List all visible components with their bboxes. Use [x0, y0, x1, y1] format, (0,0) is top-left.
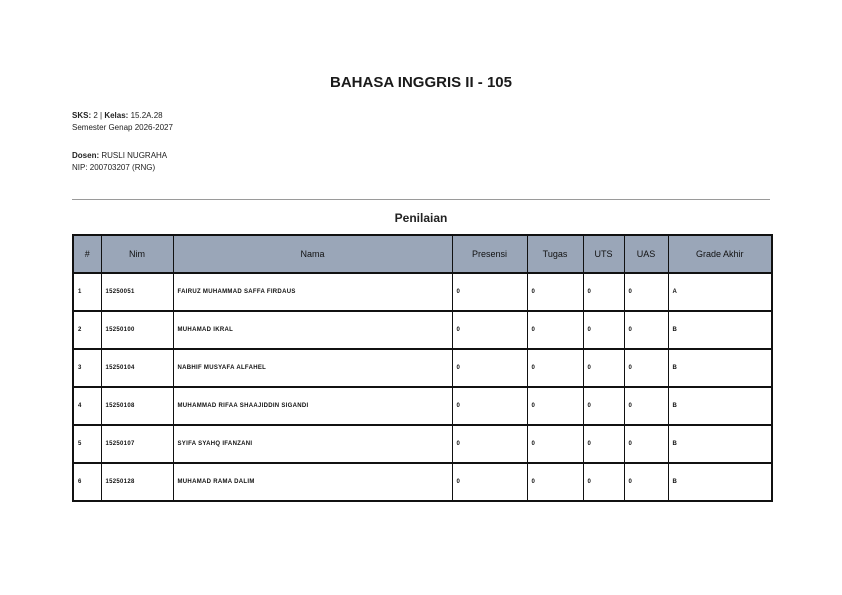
cell-nim: 15250104: [101, 349, 173, 387]
cell-nama: SYIFA SYAHQ IFANZANI: [173, 425, 452, 463]
cell-tugas: 0: [527, 349, 583, 387]
col-header-uts: UTS: [583, 235, 624, 273]
table-row: [73, 387, 772, 425]
cell-nama: MUHAMAD RAMA DALIM: [173, 463, 452, 501]
col-header-tugas: Tugas: [527, 235, 583, 273]
cell-uts: 0: [583, 387, 624, 425]
table-row: [73, 311, 772, 349]
kelas-label: Kelas:: [104, 111, 129, 120]
cell-uas: 0: [624, 425, 668, 463]
col-header-presensi: Presensi: [452, 235, 527, 273]
cell-no: 3: [73, 349, 101, 387]
course-info: [72, 110, 173, 134]
cell-nim: 15250128: [101, 463, 173, 501]
cell-presensi: 0: [452, 349, 527, 387]
cell-grade: B: [668, 425, 772, 463]
col-header-grade: Grade Akhir: [668, 235, 772, 273]
cell-tugas: 0: [527, 463, 583, 501]
kelas-value: 15.2A.28: [128, 111, 163, 120]
cell-nama: MUHAMAD IKRAL: [173, 311, 452, 349]
cell-presensi: 0: [452, 311, 527, 349]
col-header-nama: Nama: [173, 235, 452, 273]
cell-presensi: 0: [452, 273, 527, 311]
cell-nim: 15250107: [101, 425, 173, 463]
cell-grade: B: [668, 349, 772, 387]
semester-line: Semester Genap 2026-2027: [72, 123, 173, 132]
cell-nama: NABHIF MUSYAFA ALFAHEL: [173, 349, 452, 387]
cell-presensi: 0: [452, 387, 527, 425]
cell-nama: MUHAMMAD RIFAA SHAAJIDDIN SIGANDI: [173, 387, 452, 425]
lecturer-info: [72, 150, 167, 174]
col-header-uas: UAS: [624, 235, 668, 273]
cell-nama: FAIRUZ MUHAMMAD SAFFA FIRDAUS: [173, 273, 452, 311]
grades-table: [72, 234, 773, 502]
cell-grade: B: [668, 311, 772, 349]
cell-tugas: 0: [527, 273, 583, 311]
cell-uts: 0: [583, 425, 624, 463]
cell-grade: B: [668, 387, 772, 425]
nip-line: NIP: 200703207 (RNG): [72, 163, 156, 172]
cell-uts: 0: [583, 273, 624, 311]
cell-grade: B: [668, 463, 772, 501]
cell-uas: 0: [624, 273, 668, 311]
table-header-row: [73, 235, 772, 273]
cell-uas: 0: [624, 349, 668, 387]
divider: [72, 199, 770, 200]
cell-uas: 0: [624, 463, 668, 501]
section-title: Penilaian: [394, 211, 448, 225]
sks-value: 2 |: [91, 111, 105, 120]
col-header-nim: Nim: [101, 235, 173, 273]
cell-no: 2: [73, 311, 101, 349]
cell-no: 1: [73, 273, 101, 311]
cell-no: 6: [73, 463, 101, 501]
sks-label: SKS:: [72, 111, 92, 120]
sks-kelas-line: [72, 110, 173, 122]
cell-no: 4: [73, 387, 101, 425]
cell-uas: 0: [624, 387, 668, 425]
dosen-line: [72, 150, 167, 162]
cell-nim: 15250100: [101, 311, 173, 349]
table-row: [73, 463, 772, 501]
cell-tugas: 0: [527, 387, 583, 425]
cell-grade: A: [668, 273, 772, 311]
dosen-value: RUSLI NUGRAHA: [99, 151, 168, 160]
cell-presensi: 0: [452, 425, 527, 463]
col-header-no: #: [73, 235, 101, 273]
cell-tugas: 0: [527, 311, 583, 349]
cell-presensi: 0: [452, 463, 527, 501]
table-row: [73, 273, 772, 311]
cell-uts: 0: [583, 349, 624, 387]
cell-nim: 15250108: [101, 387, 173, 425]
dosen-label: Dosen:: [72, 151, 100, 160]
page-title: BAHASA INGGRIS II - 105: [330, 74, 512, 91]
cell-nim: 15250051: [101, 273, 173, 311]
table-row: [73, 425, 772, 463]
cell-uas: 0: [624, 311, 668, 349]
table-row: [73, 349, 772, 387]
cell-tugas: 0: [527, 425, 583, 463]
cell-uts: 0: [583, 463, 624, 501]
cell-no: 5: [73, 425, 101, 463]
cell-uts: 0: [583, 311, 624, 349]
